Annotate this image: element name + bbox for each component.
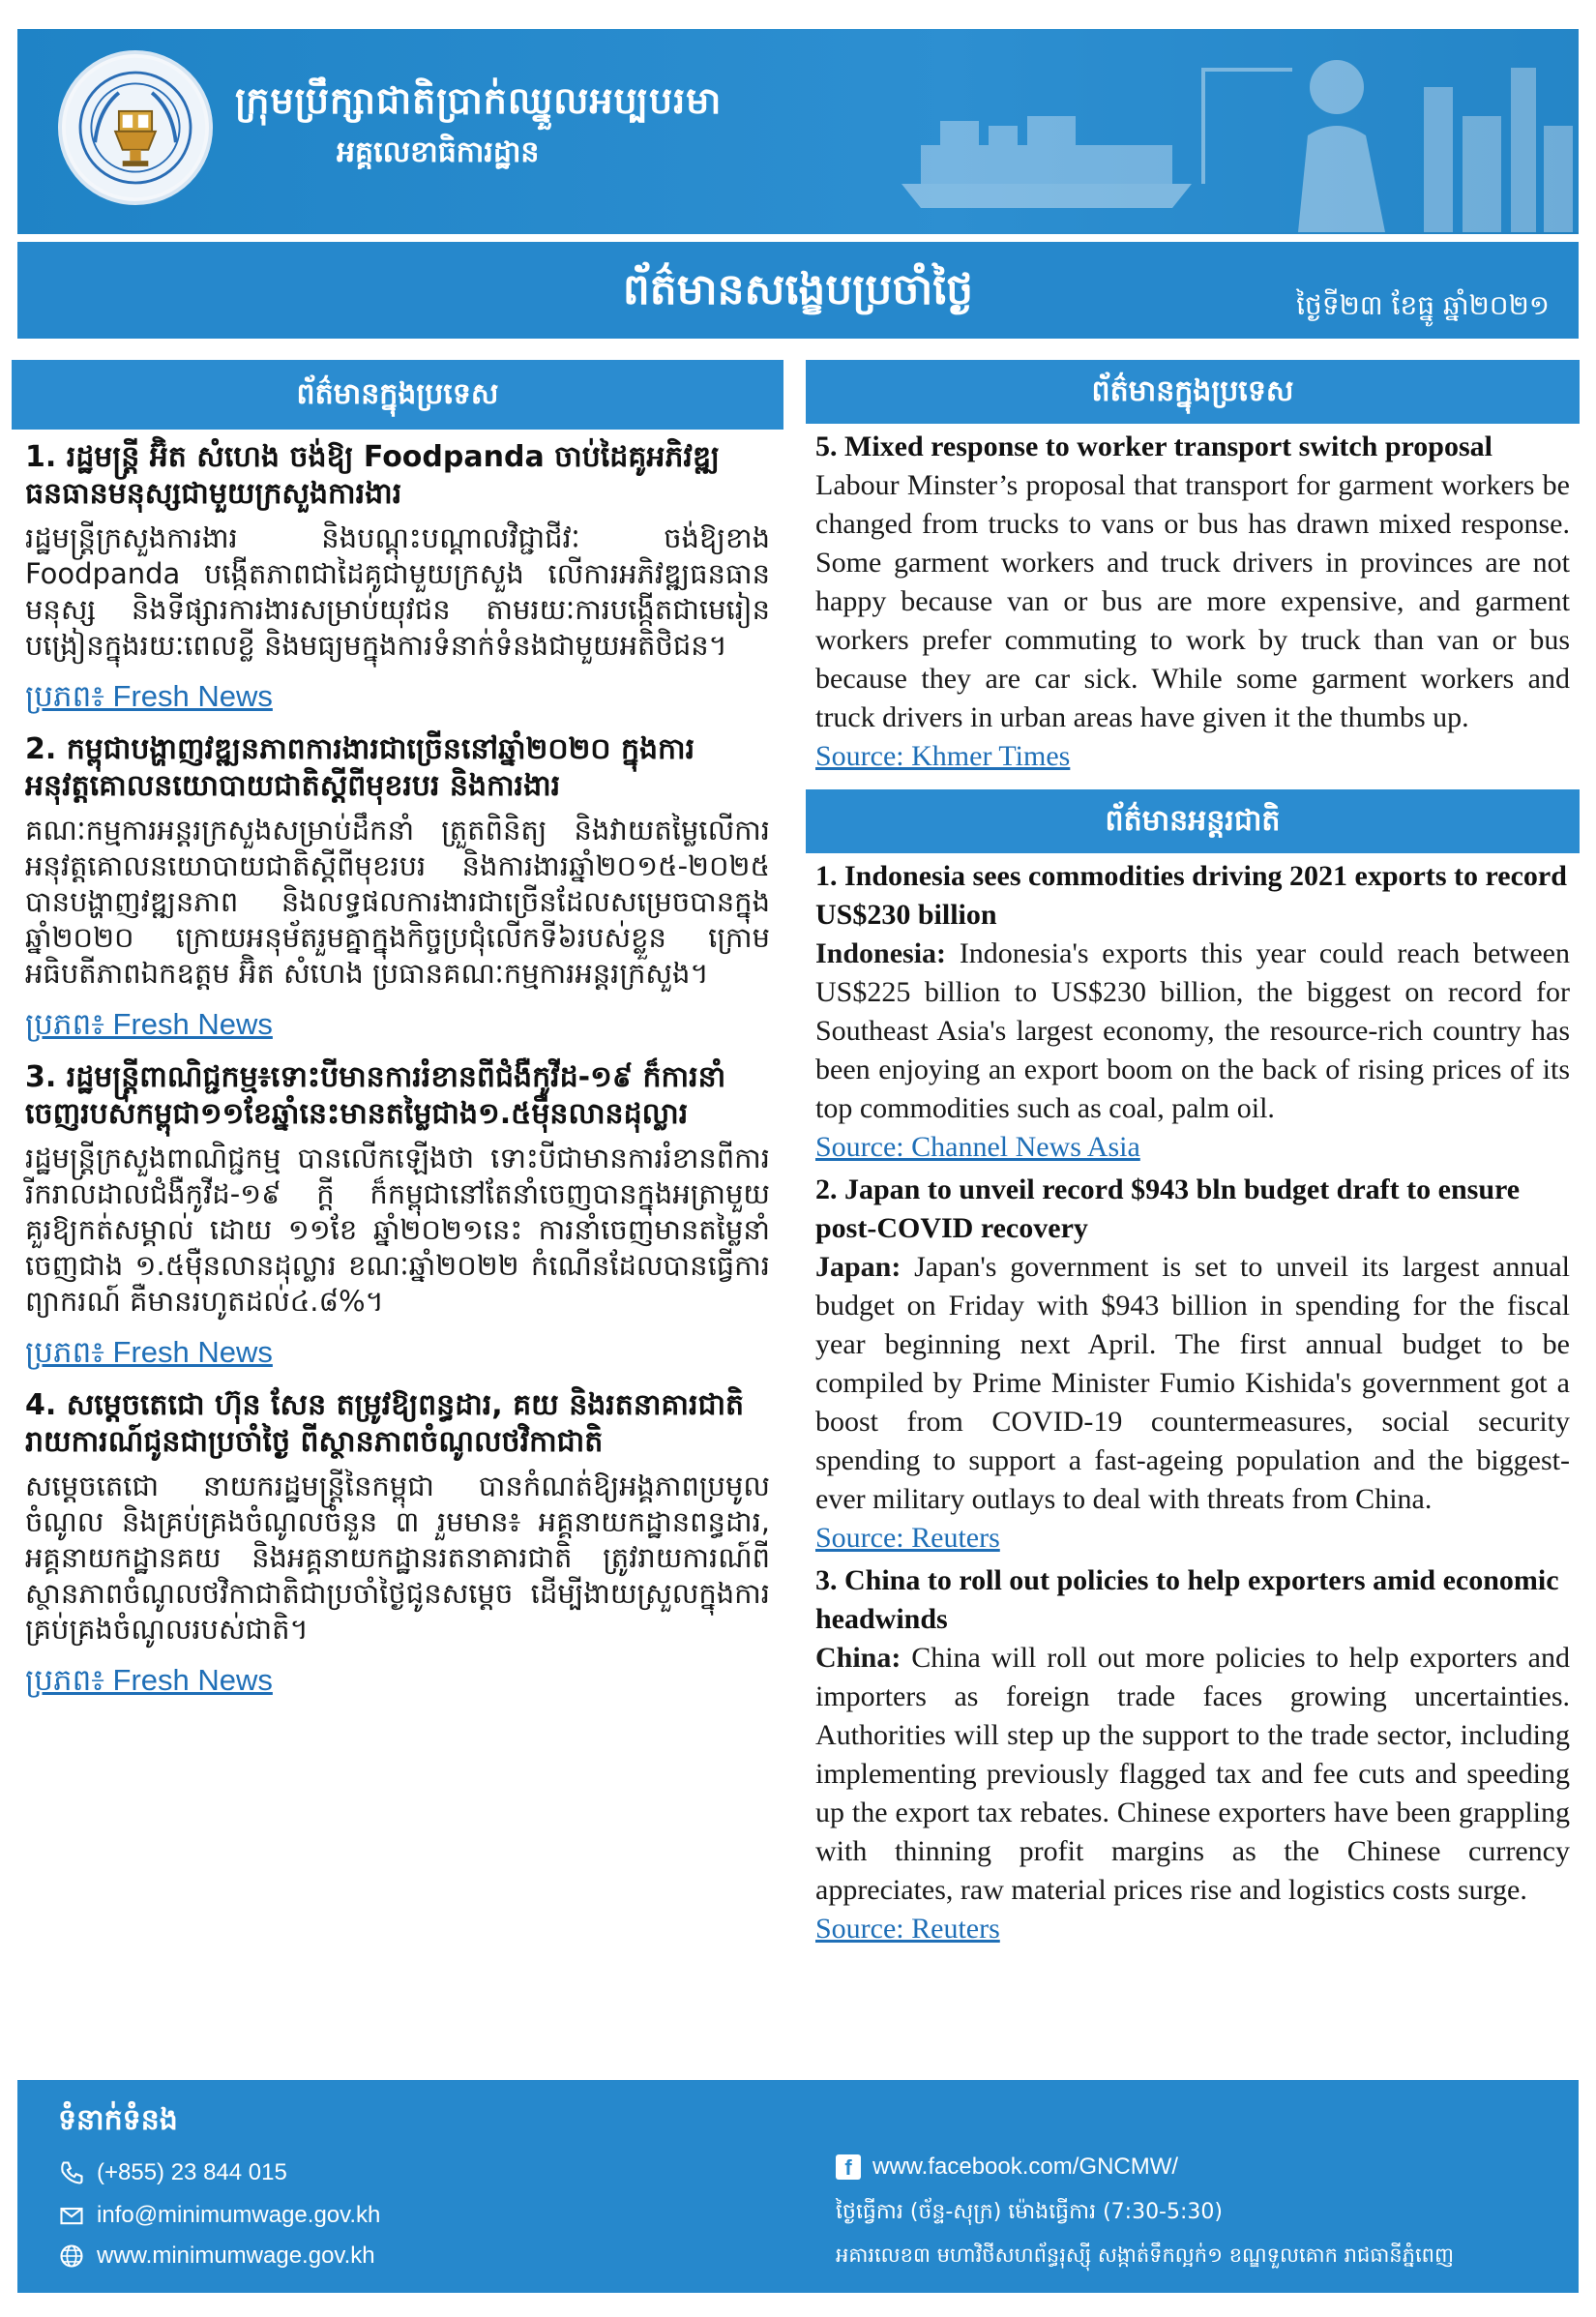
source-link[interactable]: ប្រភព៖ Fresh News: [25, 1663, 273, 1697]
section-header-domestic: ព័ត៌មានក្នុងប្រទេស: [806, 360, 1580, 424]
country-label: Japan:: [815, 1251, 901, 1283]
working-hours: [836, 2198, 1223, 2229]
news-title: 1. Indonesia sees commodities driving 2021 exports to record US$230 billion: [815, 860, 1567, 931]
news-item-2: [12, 722, 783, 1044]
source-link[interactable]: ប្រភព៖ Fresh News: [25, 1335, 273, 1369]
phone-number: (+855) 23 844 015: [97, 2159, 287, 2185]
right-column: [806, 360, 1580, 1948]
contact-title: ទំនាក់ទំនង: [58, 2103, 178, 2137]
news-item-4: [12, 1378, 783, 1700]
contact-email[interactable]: [58, 2202, 380, 2229]
source-link[interactable]: ប្រភព៖ Fresh News: [25, 679, 273, 713]
footer: [17, 2080, 1579, 2293]
office-address: [836, 2243, 1454, 2272]
council-logo: [58, 50, 213, 205]
news-title: 5. Mixed response to worker transport switch proposal: [815, 431, 1493, 462]
news-title: 3. រដ្ឋមន្ត្រីពាណិជ្ជកម្ម៖ទោះបីមានការរំខានពីជំងឺកូវីដ-១៩ ក៏ការនាំចេញរបស់កម្ពុជា១១ខែឆ្នាំនេះមានតម្លៃជាង១.៥ម៉ឺនលានដុល្លារ: [25, 1060, 726, 1131]
website-url: www.minimumwage.gov.kh: [97, 2243, 375, 2269]
news-body: សម្តេចតេជោ នាយករដ្ឋមន្ត្រីនៃកម្ពុជា បានកំណត់ឱ្យអង្គភាពប្រមូលចំណូល និងគ្រប់គ្រងចំណូលចំនួន ៣ រួមមាន៖ អគ្គនាយកដ្ឋានពន្ធដារ, អគ្គនាយកដ្ឋានគយ និងអគ្គនាយកដ្ឋានរតនាគារជាតិ ត្រូវរាយការណ៍ពីស្ថានភាពចំណូលថវិកាជាតិជាប្រចាំថ្ងៃជូនសម្តេច ដើម្បីងាយស្រួលក្នុងការគ្រប់គ្រងចំណូលរបស់ជាតិ។: [25, 1470, 770, 1646]
news-body-text: China will roll out more policies to help exporters and importers as foreign trade faces growing uncertainties. Authorities will step up the support to the trade sector, including implementing previously flagged tax and fee cuts and speeding up the export tax rebates. Chinese exporters have been grappling with thinning profit margins as the Chinese currency appreciates, raw material prices rise and logistics costs surge.: [815, 1642, 1570, 1906]
intl-news-item-3: [806, 1558, 1580, 1948]
phone-icon: [58, 2159, 85, 2186]
contact-facebook[interactable]: [836, 2154, 1178, 2181]
source-link[interactable]: Source: Reuters: [815, 1522, 1000, 1554]
contact-website[interactable]: [58, 2243, 375, 2270]
news-body: រដ្ឋមន្ត្រីក្រសួងការងារ និងបណ្តុះបណ្តាលវិជ្ជាជីវៈ ចង់ឱ្យខាង Foodpanda បង្កើតភាពជាដៃគូជាមួយក្រសួង លើការអភិវឌ្ឍធនធានមនុស្ស និងទីផ្សារការងារសម្រាប់យុវជន តាមរយៈការបង្កើតជាមេរៀនបង្រៀនក្នុងរយៈពេលខ្លី និងមធ្យមក្នុងការទំនាក់ទំនងជាមួយអតិថិជន។: [25, 521, 770, 662]
news-title: 2. កម្ពុជាបង្ហាញវឌ្ឍនភាពការងារជាច្រើននៅឆ្នាំ២០២០ ក្នុងការអនុវត្តគោលនយោបាយជាតិស្តីពីមុខរបរ និងការងារ: [25, 732, 695, 803]
news-title: 2. Japan to unveil record $943 bln budget draft to ensure post-COVID recovery: [815, 1173, 1521, 1244]
section-header-international: ព័ត៌មានអន្តរជាតិ: [806, 789, 1580, 853]
source-link[interactable]: Source: Reuters: [815, 1913, 1000, 1945]
source-link[interactable]: ប្រភព៖ Fresh News: [25, 1007, 273, 1041]
newsletter-date: ថ្ងៃទី២៣ ខែធ្នូ ឆ្នាំ២០២១: [1296, 289, 1550, 321]
news-title: 4. សម្តេចតេជោ ហ៊ុន សែន តម្រូវឱ្យពន្ធដារ, គយ និងរតនាគារជាតិ រាយការណ៍ជូនជាប្រចាំថ្ងៃ ពីស្ថានភាពចំណូលថវិកាជាតិ: [25, 1388, 745, 1459]
organization-name: ក្រុមប្រឹក្សាជាតិប្រាក់ឈ្នួលអប្បបរមា: [235, 78, 723, 122]
organization-subtitle: អគ្គលេខាធិការដ្ឋាន: [337, 135, 540, 169]
header-top: [17, 29, 1579, 232]
news-body: រដ្ឋមន្ត្រីក្រសួងពាណិជ្ជកម្ម បានលើកឡើងថា ទោះបីជាមានការរំខានពីការរីករាលដាលជំងឺកូវីដ-១៩ ក្តី ក៏កម្ពុជានៅតែនាំចេញបានក្នុងអត្រាមួយគួរឱ្យកត់សម្គាល់ ដោយ ១១ខែ ឆ្នាំ២០២១នេះ ការនាំចេញមានតម្លៃនាំចេញជាង ១.៥ម៉ឺនលានដុល្លារ ខណៈឆ្នាំ២០២២ កំណើនដែលបានធ្វើការព្យាករណ៍ គឺមានរហូតដល់៤.៨%។: [25, 1142, 770, 1318]
port-skyline-illustration: [882, 29, 1579, 232]
section-header-domestic: ព័ត៌មានក្នុងប្រទេស: [12, 360, 783, 430]
email-icon: [58, 2202, 85, 2229]
intl-news-item-1: [806, 853, 1580, 1167]
header-banner: [17, 29, 1579, 339]
news-title: 3. China to roll out policies to help exporters amid economic headwinds: [815, 1564, 1559, 1635]
news-title: 1. រដ្ឋមន្ត្រី អ៊ិត សំហេង ចង់ឱ្យ Foodpanda ចាប់ដៃគូអភិវឌ្ឍធនធានមនុស្សជាមួយក្រសួងការងារ: [25, 440, 720, 511]
news-body-text: Indonesia's exports this year could reach between US$225 billion to US$230 billion, the biggest on record for Southeast Asia's largest economy, the resource-rich country has been enjoying an export boom on the back of rising prices of its top commodities such as coal, palm oil.: [815, 937, 1570, 1124]
working-hours-text: ថ្ងៃធ្វើការ (ច័ន្ទ-សុក្រ) ម៉ោងធ្វើការ (7:30-5:30): [836, 2200, 1223, 2224]
news-body-text: Japan's government is set to unveil its largest annual budget on Friday with $943 billion in spending for the fiscal year beginning next April. The first annual budget to be compiled by Prime Minister Fumio Kishida's government got a boost from COVID-19 countermeasures, social security spending to support a fast-ageing population and the biggest-ever military outlays to deal with threats from China.: [815, 1251, 1570, 1515]
council-emblem-icon: [62, 54, 209, 201]
header-divider: [17, 234, 1579, 242]
news-body: [815, 1248, 1570, 1519]
news-item-5: [806, 424, 1580, 776]
email-address: info@minimumwage.gov.kh: [97, 2202, 381, 2228]
contact-phone[interactable]: [58, 2159, 287, 2186]
source-link[interactable]: Source: Khmer Times: [815, 740, 1071, 772]
news-item-3: [12, 1050, 783, 1372]
newsletter-title: ព័ត៌មានសង្ខេបប្រចាំថ្ងៃ: [622, 265, 974, 314]
news-body: Labour Minster’s proposal that transport for garment workers be changed from trucks to vans or bus has drawn mixed response. Some garment workers and truck drivers in provinces are not happy because van or bus are more expensive, and garment workers prefer commuting to work by truck than van or bus because they are car sick. While some garment workers and truck drivers in urban areas have given it the thumbs up.: [815, 469, 1570, 733]
source-link[interactable]: Source: Channel News Asia: [815, 1131, 1140, 1163]
office-address-text: អគារលេខ៣ មហាវិថីសហព័ន្ធរុស្ស៊ី សង្កាត់ទឹកល្អក់១ ខណ្ឌទួលគោក រាជធានីភ្នំពេញ: [836, 2243, 1454, 2267]
news-item-1: [12, 430, 783, 716]
intl-news-item-2: [806, 1167, 1580, 1558]
news-body: គណៈកម្មការអន្តរក្រសួងសម្រាប់ដឹកនាំ ត្រួតពិនិត្យ និងវាយតម្លៃលើការអនុវត្តគោលនយោបាយជាតិស្តីពីមុខរបរ និងការងារឆ្នាំ២០១៥-២០២៥ បានបង្ហាញវឌ្ឍនភាព និងលទ្ធផលការងារជាច្រើនដែលសម្រេចបានក្នុងឆ្នាំ២០២០ ក្រោយអនុម័តរួមគ្នាក្នុងកិច្ចប្រជុំលើកទី៦របស់ខ្លួន ក្រោមអធិបតីភាពឯកឧត្តម អ៊ិត សំហេង ប្រធានគណៈកម្មការអន្តរក្រសួង។: [25, 814, 770, 990]
country-label: Indonesia:: [815, 937, 947, 969]
news-body: [815, 1639, 1570, 1910]
header-title-bar: [17, 242, 1579, 339]
facebook-icon: f: [836, 2154, 861, 2180]
globe-icon: [58, 2243, 85, 2270]
facebook-url: www.facebook.com/GNCMW/: [872, 2154, 1179, 2180]
country-label: China:: [815, 1642, 901, 1674]
news-body: [815, 935, 1570, 1128]
left-column: [12, 360, 783, 1700]
